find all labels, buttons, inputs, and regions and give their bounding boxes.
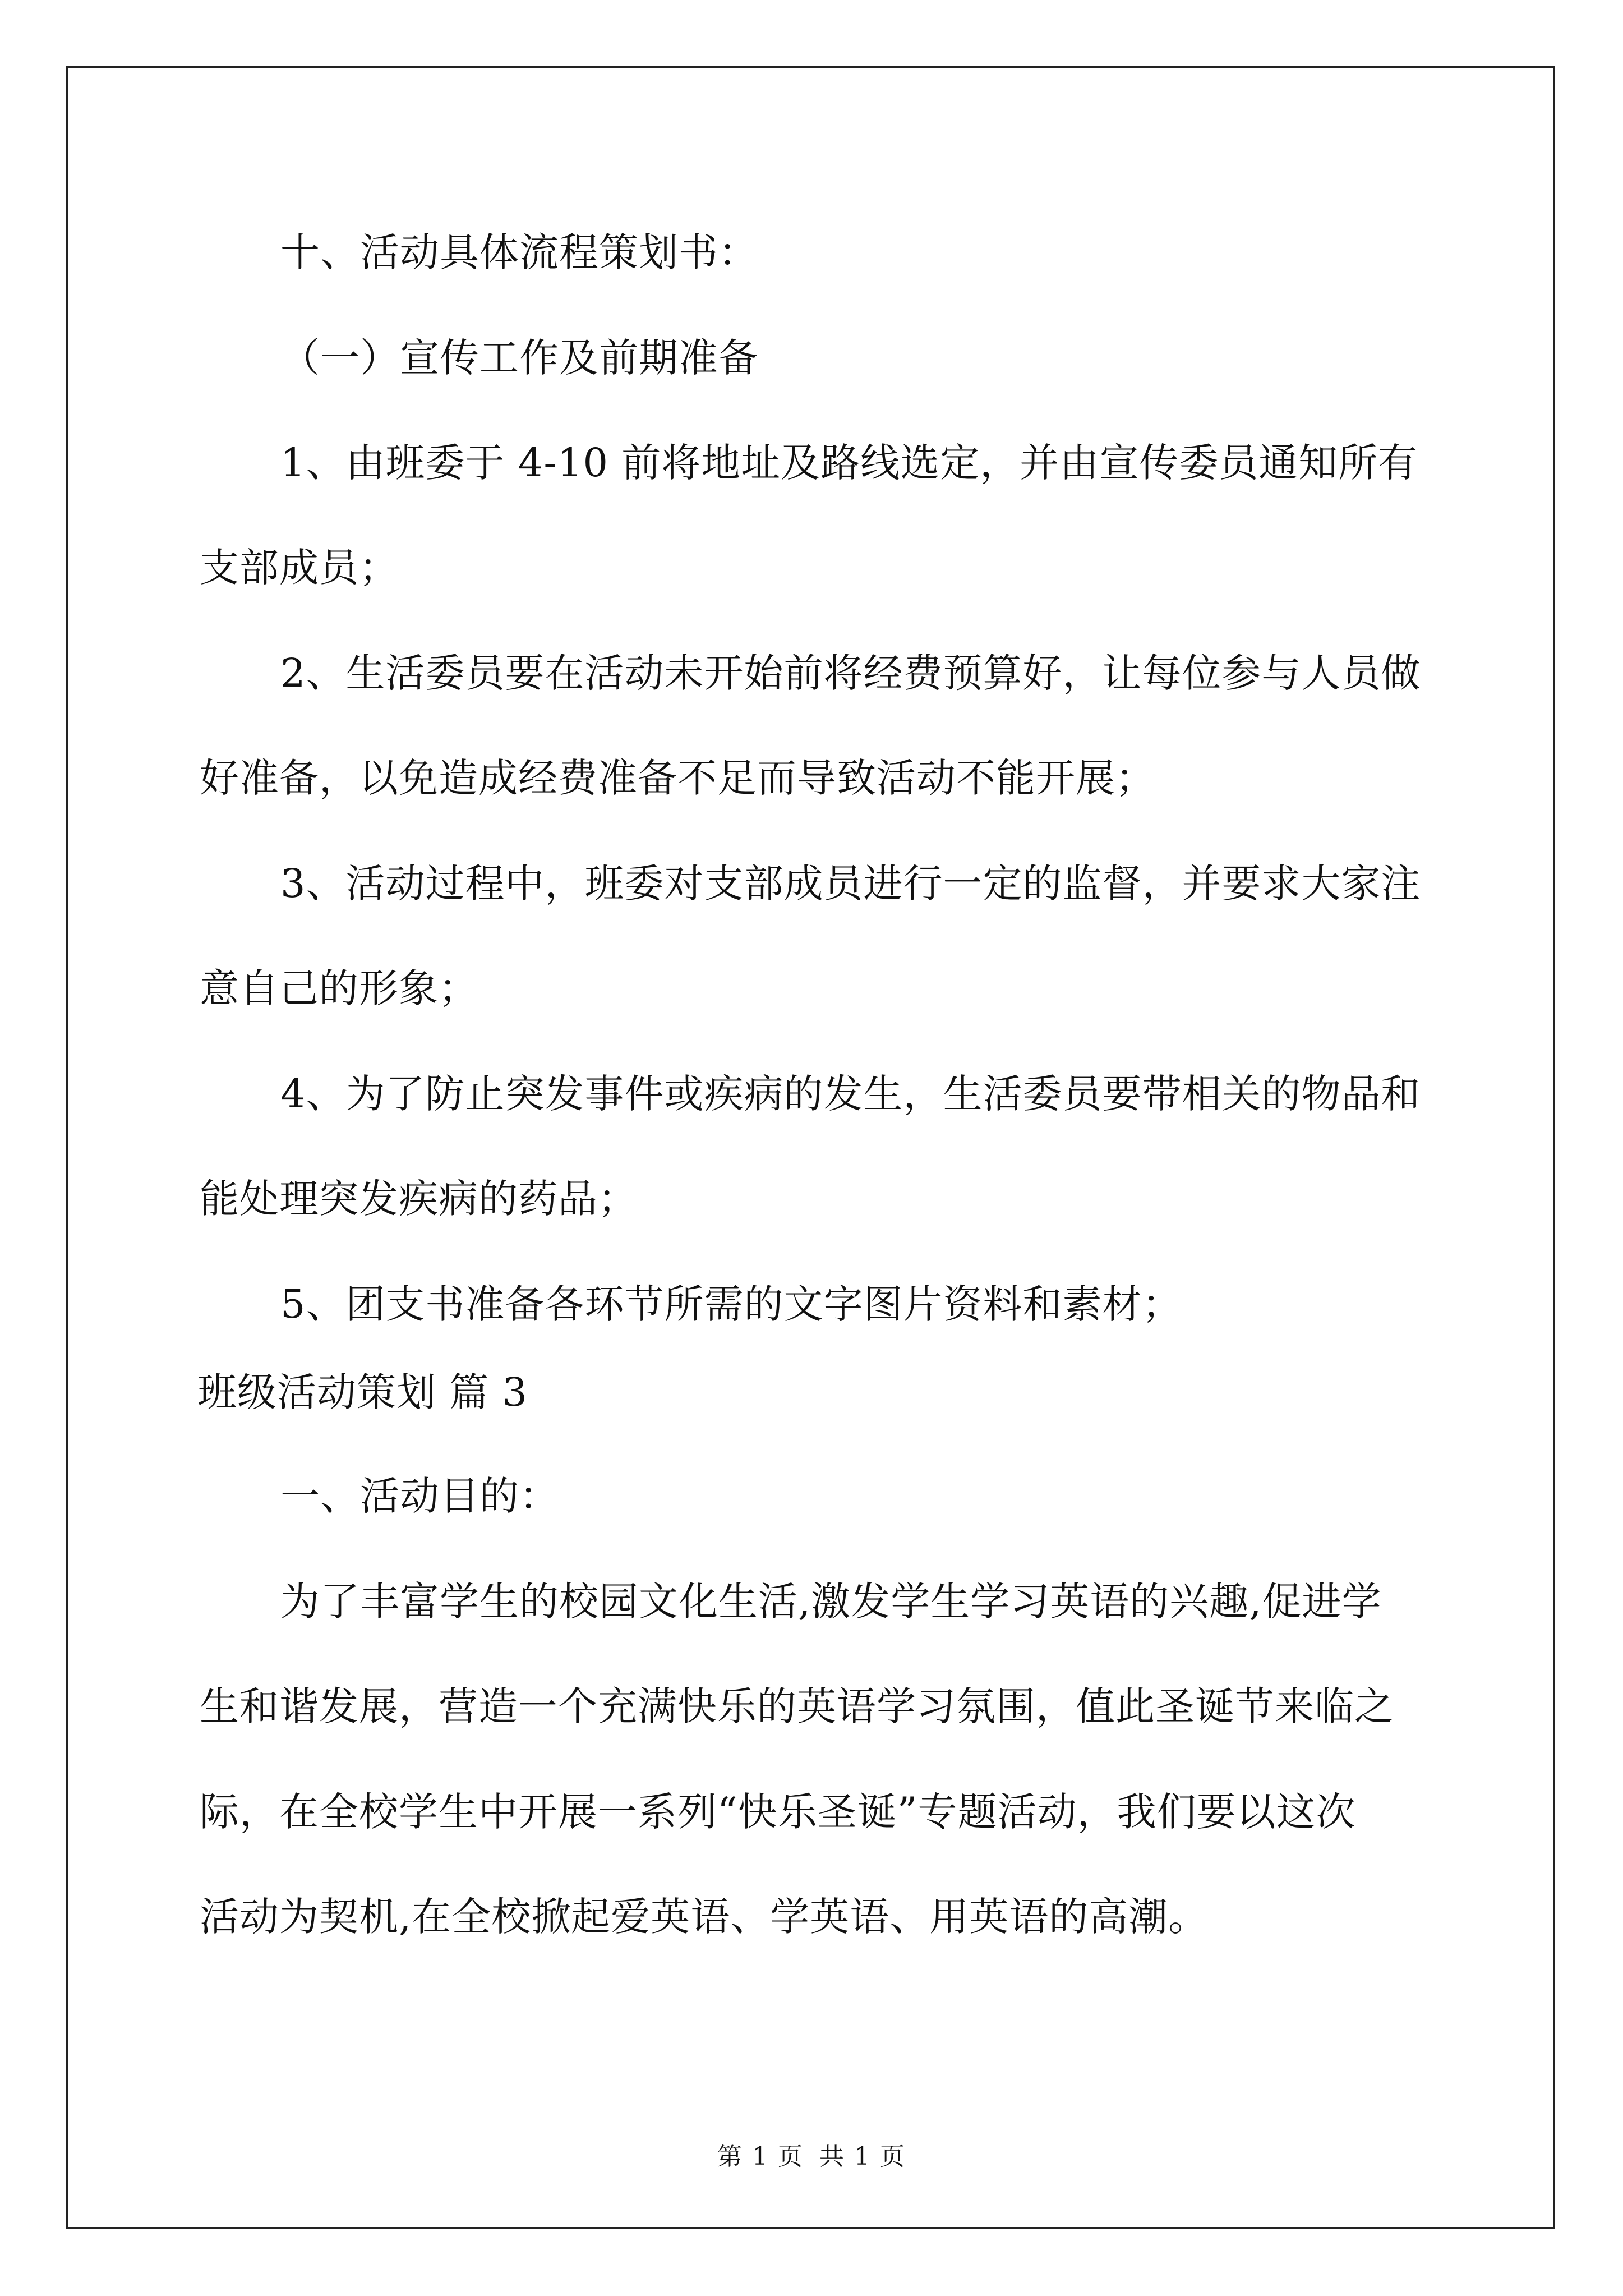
current-page-number: 第 1 页 [717, 2142, 804, 2171]
page-footer [0, 2140, 1623, 2174]
purpose-line-3: 际，在全校学生中开展一系列“快乐圣诞”专题活动，我们要以这次 [200, 1789, 1356, 1835]
section-heading-10: 十、活动具体流程策划书： [280, 229, 758, 275]
purpose-line-1: 为了丰富学生的校园文化生活,激发学生学习英语的兴趣,促进学 [280, 1579, 1382, 1625]
item-3-line-2: 意自己的形象； [200, 965, 478, 1011]
subsection-heading-1: （一）宣传工作及前期准备 [280, 335, 758, 381]
total-pages: 共 1 页 [819, 2142, 906, 2171]
item-1-line-1: 1、由班委于 4-10 前将地址及路线选定，并由宣传委员通知所有 [280, 440, 1418, 486]
section-heading-1: 一、活动目的： [280, 1473, 559, 1519]
item-1-line-2: 支部成员； [200, 545, 399, 591]
item-5-line-1: 5、团支书准备各环节所需的文字图片资料和素材； [280, 1281, 1182, 1327]
item-4-line-2: 能处理突发疾病的药品； [200, 1176, 638, 1222]
item-4-line-1: 4、为了防止突发事件或疾病的发生，生活委员要带相关的物品和 [280, 1071, 1421, 1117]
purpose-line-4: 活动为契机,在全校掀起爱英语、学英语、用英语的高潮。 [200, 1894, 1209, 1940]
chapter-title: 班级活动策划 篇 3 [197, 1369, 528, 1415]
item-2-line-2: 好准备，以免造成经费准备不足而导致活动不能开展； [200, 755, 1155, 801]
item-3-line-1: 3、活动过程中，班委对支部成员进行一定的监督，并要求大家注 [280, 861, 1421, 907]
purpose-line-2: 生和谐发展，营造一个充满快乐的英语学习氛围，值此圣诞节来临之 [200, 1683, 1394, 1729]
item-2-line-1: 2、生活委员要在活动未开始前将经费预算好，让每位参与人员做 [280, 650, 1421, 696]
